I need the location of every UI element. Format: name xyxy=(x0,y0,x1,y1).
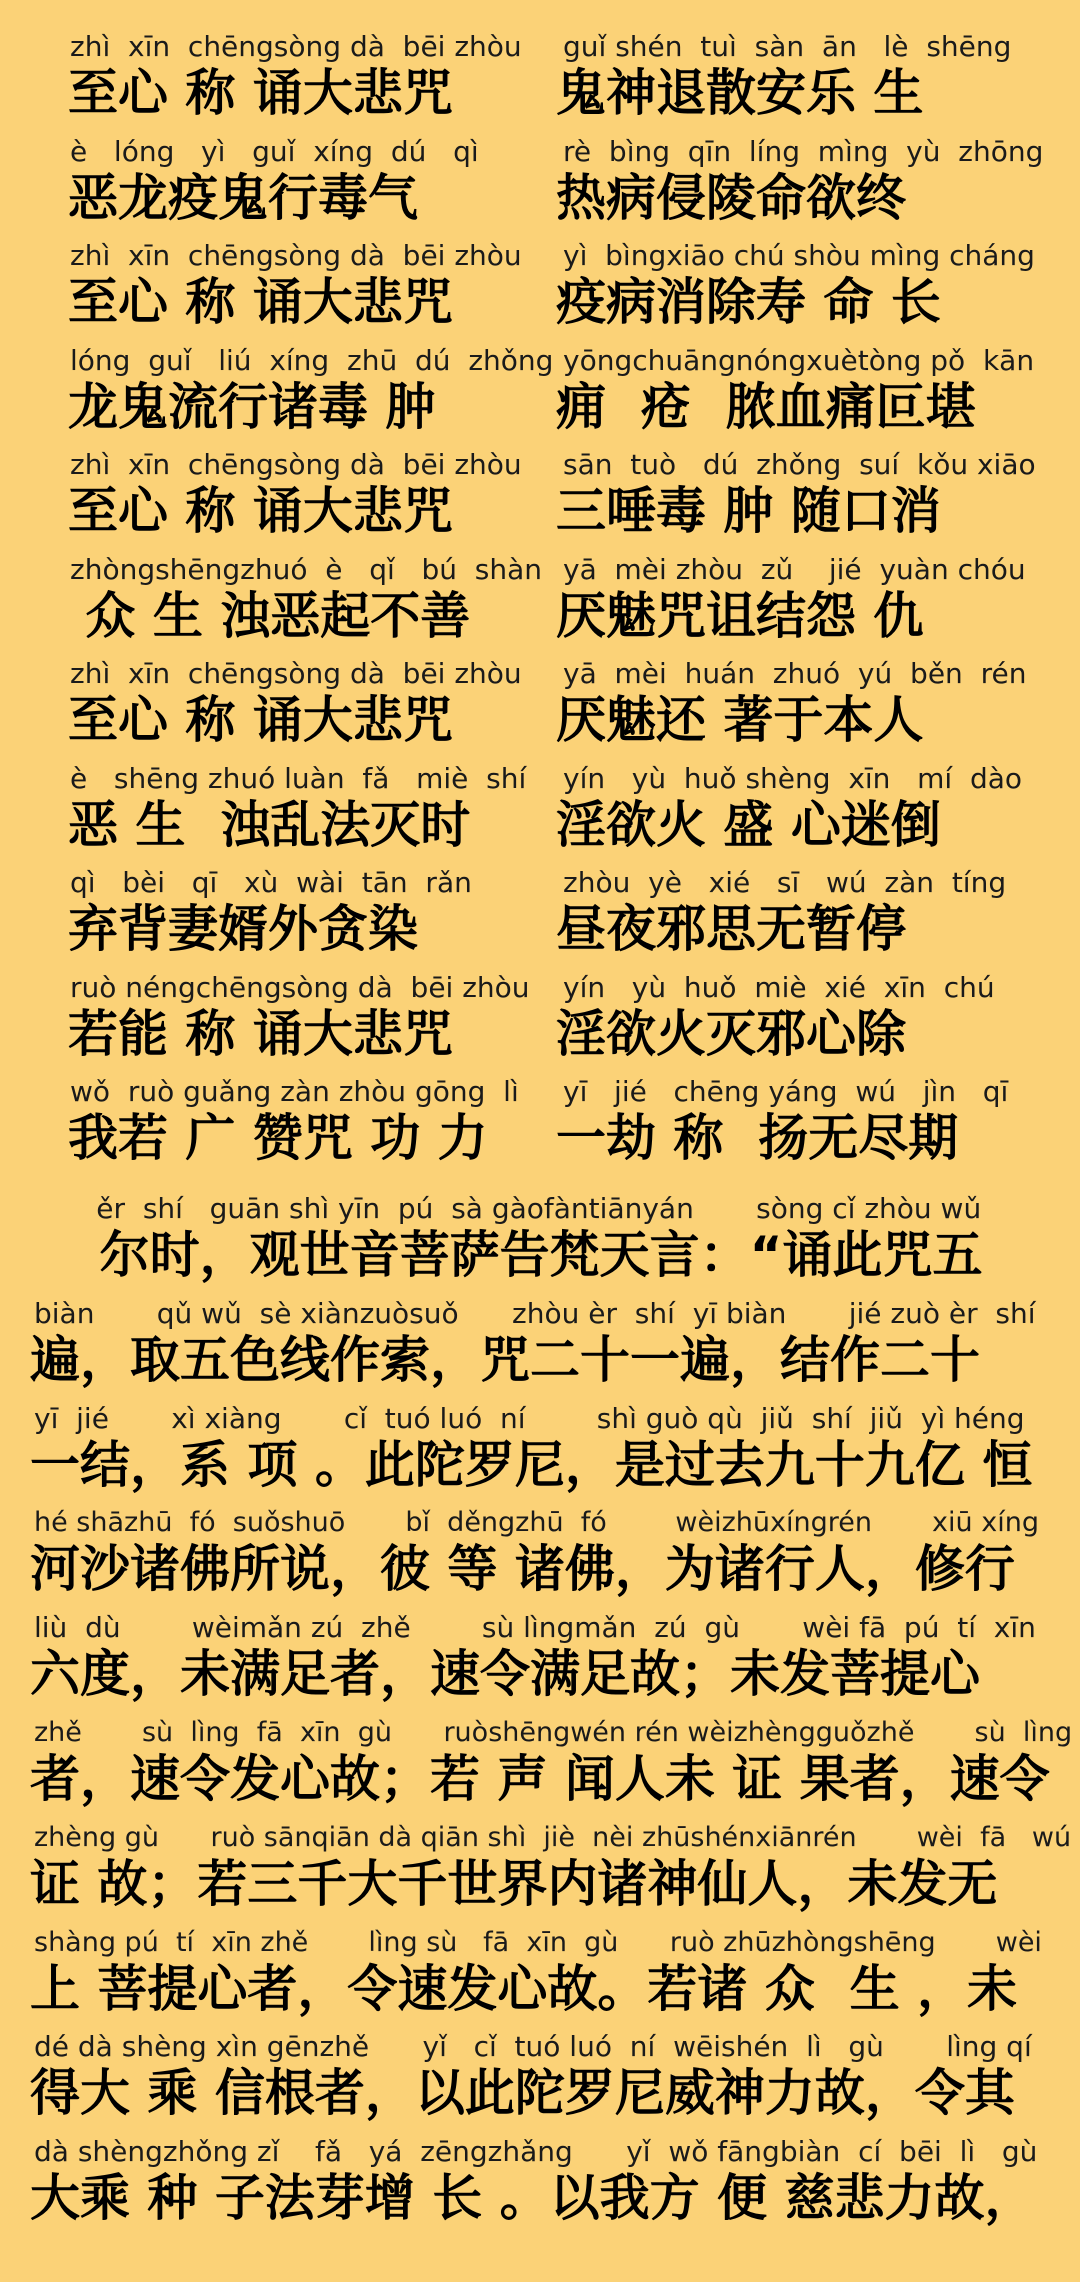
verse-pinyin-right: yī jié chēng yáng wú jìn qī xyxy=(563,1075,1009,1108)
verse-hanzi-right: 疫病消除寿 命 长 xyxy=(556,273,941,331)
verse-pinyin-left: è lóng yì guǐ xíng dú qì xyxy=(70,134,479,168)
verse-pinyin-left: zhòngshēngzhuó è qǐ bú shàn xyxy=(70,552,543,586)
prose-hanzi: 尔时，观世音菩萨告梵天言：“诵此咒五 xyxy=(30,1226,983,1284)
prose-hanzi: 六度，未满足者，速令满足故；未发菩提心 xyxy=(30,1645,980,1704)
verse-hanzi-right: 淫欲火 盛 心迷倒 xyxy=(556,795,941,854)
prose-hanzi: 证 故；若三千大千世界内诸神仙人，未发无 xyxy=(30,1854,998,1913)
verse-pinyin-left: lóng guǐ liú xíng zhū dú zhǒng xyxy=(70,343,554,377)
verse-hanzi-left: 至心 称 诵大悲咒 xyxy=(68,64,453,122)
verse-hanzi-left: 至心 称 诵大悲咒 xyxy=(68,273,453,331)
prose-pinyin: shàng pú tí xīn zhě lìng sù fā xīn gù ruò zhūzhòngshēng wèi xyxy=(34,1926,1042,1958)
verse-pinyin-right: yōngchuāngnóngxuètòng pǒ kān xyxy=(563,343,1035,377)
verse-hanzi-right: 厌魅还 著于本人 xyxy=(556,691,924,749)
verse-pinyin-right: guǐ shén tuì sàn ān lè shēng xyxy=(563,30,1012,63)
verse-pinyin-left: zhì xīn chēngsòng dà bēi zhòu xyxy=(70,448,522,481)
verse-pinyin-left: è shēng zhuó luàn fǎ miè shí xyxy=(70,761,527,795)
verse-hanzi-right: 热病侵陵命欲终 xyxy=(556,168,906,227)
verse-pinyin-right: rè bìng qīn líng mìng yù zhōng xyxy=(563,134,1044,168)
prose-hanzi: 者，速令发心故；若 声 闻人未 证 果者，速令 xyxy=(30,1750,1050,1808)
verse-pinyin-right: yì bìngxiāo chú shòu mìng cháng xyxy=(563,239,1035,272)
verse-hanzi-right: 痈 疮 脓血痛叵堪 xyxy=(556,377,976,436)
verse-hanzi-left: 我若 广 赞咒 功 力 xyxy=(68,1109,488,1167)
verse-hanzi-left: 至心 称 诵大悲咒 xyxy=(68,691,453,749)
verse-pinyin-right: yín yù huǒ miè xié xīn chú xyxy=(563,970,995,1004)
prose-pinyin: zhě sù lìng fā xīn gù ruòshēngwén rén wèizhèngguǒzhě sù lìng xyxy=(34,1717,1073,1748)
verse-pinyin-left: zhì xīn chēngsòng dà bēi zhòu xyxy=(70,30,522,63)
prose-pinyin: ěr shí guān shì yīn pú sà gàofàntiānyán sòng cǐ zhòu wǔ xyxy=(34,1192,982,1225)
prose-hanzi: 遍，取五色线作索，咒二十一遍，结作二十 xyxy=(30,1330,980,1389)
verse-hanzi-left: 众 生 浊恶起不善 xyxy=(68,586,471,645)
verse-hanzi-left: 恶 生 浊乱法灭时 xyxy=(68,795,471,854)
prose-pinyin: dà shèngzhǒng zǐ fǎ yá zēngzhǎng yǐ wǒ fāngbiàn cí bēi lì gù xyxy=(34,2135,1038,2169)
prose-pinyin: liù dù wèimǎn zú zhě sù lìngmǎn zú gù wèi fā pú tí xīn xyxy=(34,1611,1036,1645)
verse-hanzi-right: 一劫 称 扬无尽期 xyxy=(556,1109,959,1167)
prose-hanzi: 大乘 种 子法芽增 长 。以我方 便 慈悲力故， xyxy=(30,2169,1035,2228)
verse-pinyin-right: yā mèi zhòu zǔ jié yuàn chóu xyxy=(563,552,1026,586)
verse-hanzi-left: 弃背妻婿外贪染 xyxy=(68,900,418,958)
verse-pinyin-right: zhòu yè xié sī wú zàn tíng xyxy=(563,866,1007,899)
prose-hanzi: 上 菩提心者，令速发心故。若诸 众 生 ，未 xyxy=(30,1959,1018,2018)
verse-hanzi-left: 至心 称 诵大悲咒 xyxy=(68,482,453,540)
prose-hanzi: 河沙诸佛所说，彼 等 诸佛，为诸行人，修行 xyxy=(30,1540,1015,1599)
prose-pinyin: dé dà shèng xìn gēnzhě yǐ cǐ tuó luó ní wēishén lì gù lìng qí xyxy=(34,2030,1032,2064)
prose-pinyin: hé shāzhū fó suǒshuō bǐ děngzhū fó wèizhūxíngrén xiū xíng xyxy=(34,1507,1039,1539)
verse-hanzi-right: 厌魅咒诅结怨 仇 xyxy=(556,586,924,645)
verse-hanzi-right: 淫欲火灭邪心除 xyxy=(556,1004,906,1063)
verse-pinyin-right: yín yù huǒ shèng xīn mí dào xyxy=(563,761,1023,795)
prose-pinyin: biàn qǔ wǔ sè xiànzuòsuǒ zhòu èr shí yī biàn jié zuò èr shí xyxy=(34,1296,1036,1330)
verse-hanzi-right: 鬼神退散安乐 生 xyxy=(556,64,924,122)
verse-pinyin-left: qì bèi qī xù wài tān rǎn xyxy=(70,866,472,899)
verse-hanzi-right: 昼夜邪思无暂停 xyxy=(556,900,906,958)
verse-pinyin-left: zhì xīn chēngsòng dà bēi zhòu xyxy=(70,657,522,690)
prose-pinyin: yī jié xì xiàng cǐ tuó luó ní shì guò qù jiǔ shí jiǔ yì héng xyxy=(34,1401,1025,1435)
verse-hanzi-right: 三唾毒 肿 随口消 xyxy=(556,482,941,540)
prose-hanzi: 得大 乘 信根者，以此陀罗尼威神力故，令其 xyxy=(30,2064,1015,2123)
verse-hanzi-left: 龙鬼流行诸毒 肿 xyxy=(68,377,436,436)
prose-pinyin: zhèng gù ruò sānqiān dà qiān shì jiè nèi zhūshénxiānrén wèi fā wú xyxy=(34,1821,1072,1853)
verse-pinyin-right: yā mèi huán zhuó yú běn rén xyxy=(563,657,1027,690)
verse-pinyin-left: wǒ ruò guǎng zàn zhòu gōng lì xyxy=(70,1075,519,1108)
verse-pinyin-left: zhì xīn chēngsòng dà bēi zhòu xyxy=(70,239,522,272)
prose-hanzi: 一结，系 项 。此陀罗尼，是过去九十九亿 恒 xyxy=(30,1435,1033,1494)
verse-hanzi-left: 若能 称 诵大悲咒 xyxy=(68,1004,453,1063)
verse-hanzi-left: 恶龙疫鬼行毒气 xyxy=(68,168,418,227)
verse-pinyin-right: sān tuò dú zhǒng suí kǒu xiāo xyxy=(563,448,1036,481)
verse-pinyin-left: ruò néngchēngsòng dà bēi zhòu xyxy=(70,970,530,1004)
